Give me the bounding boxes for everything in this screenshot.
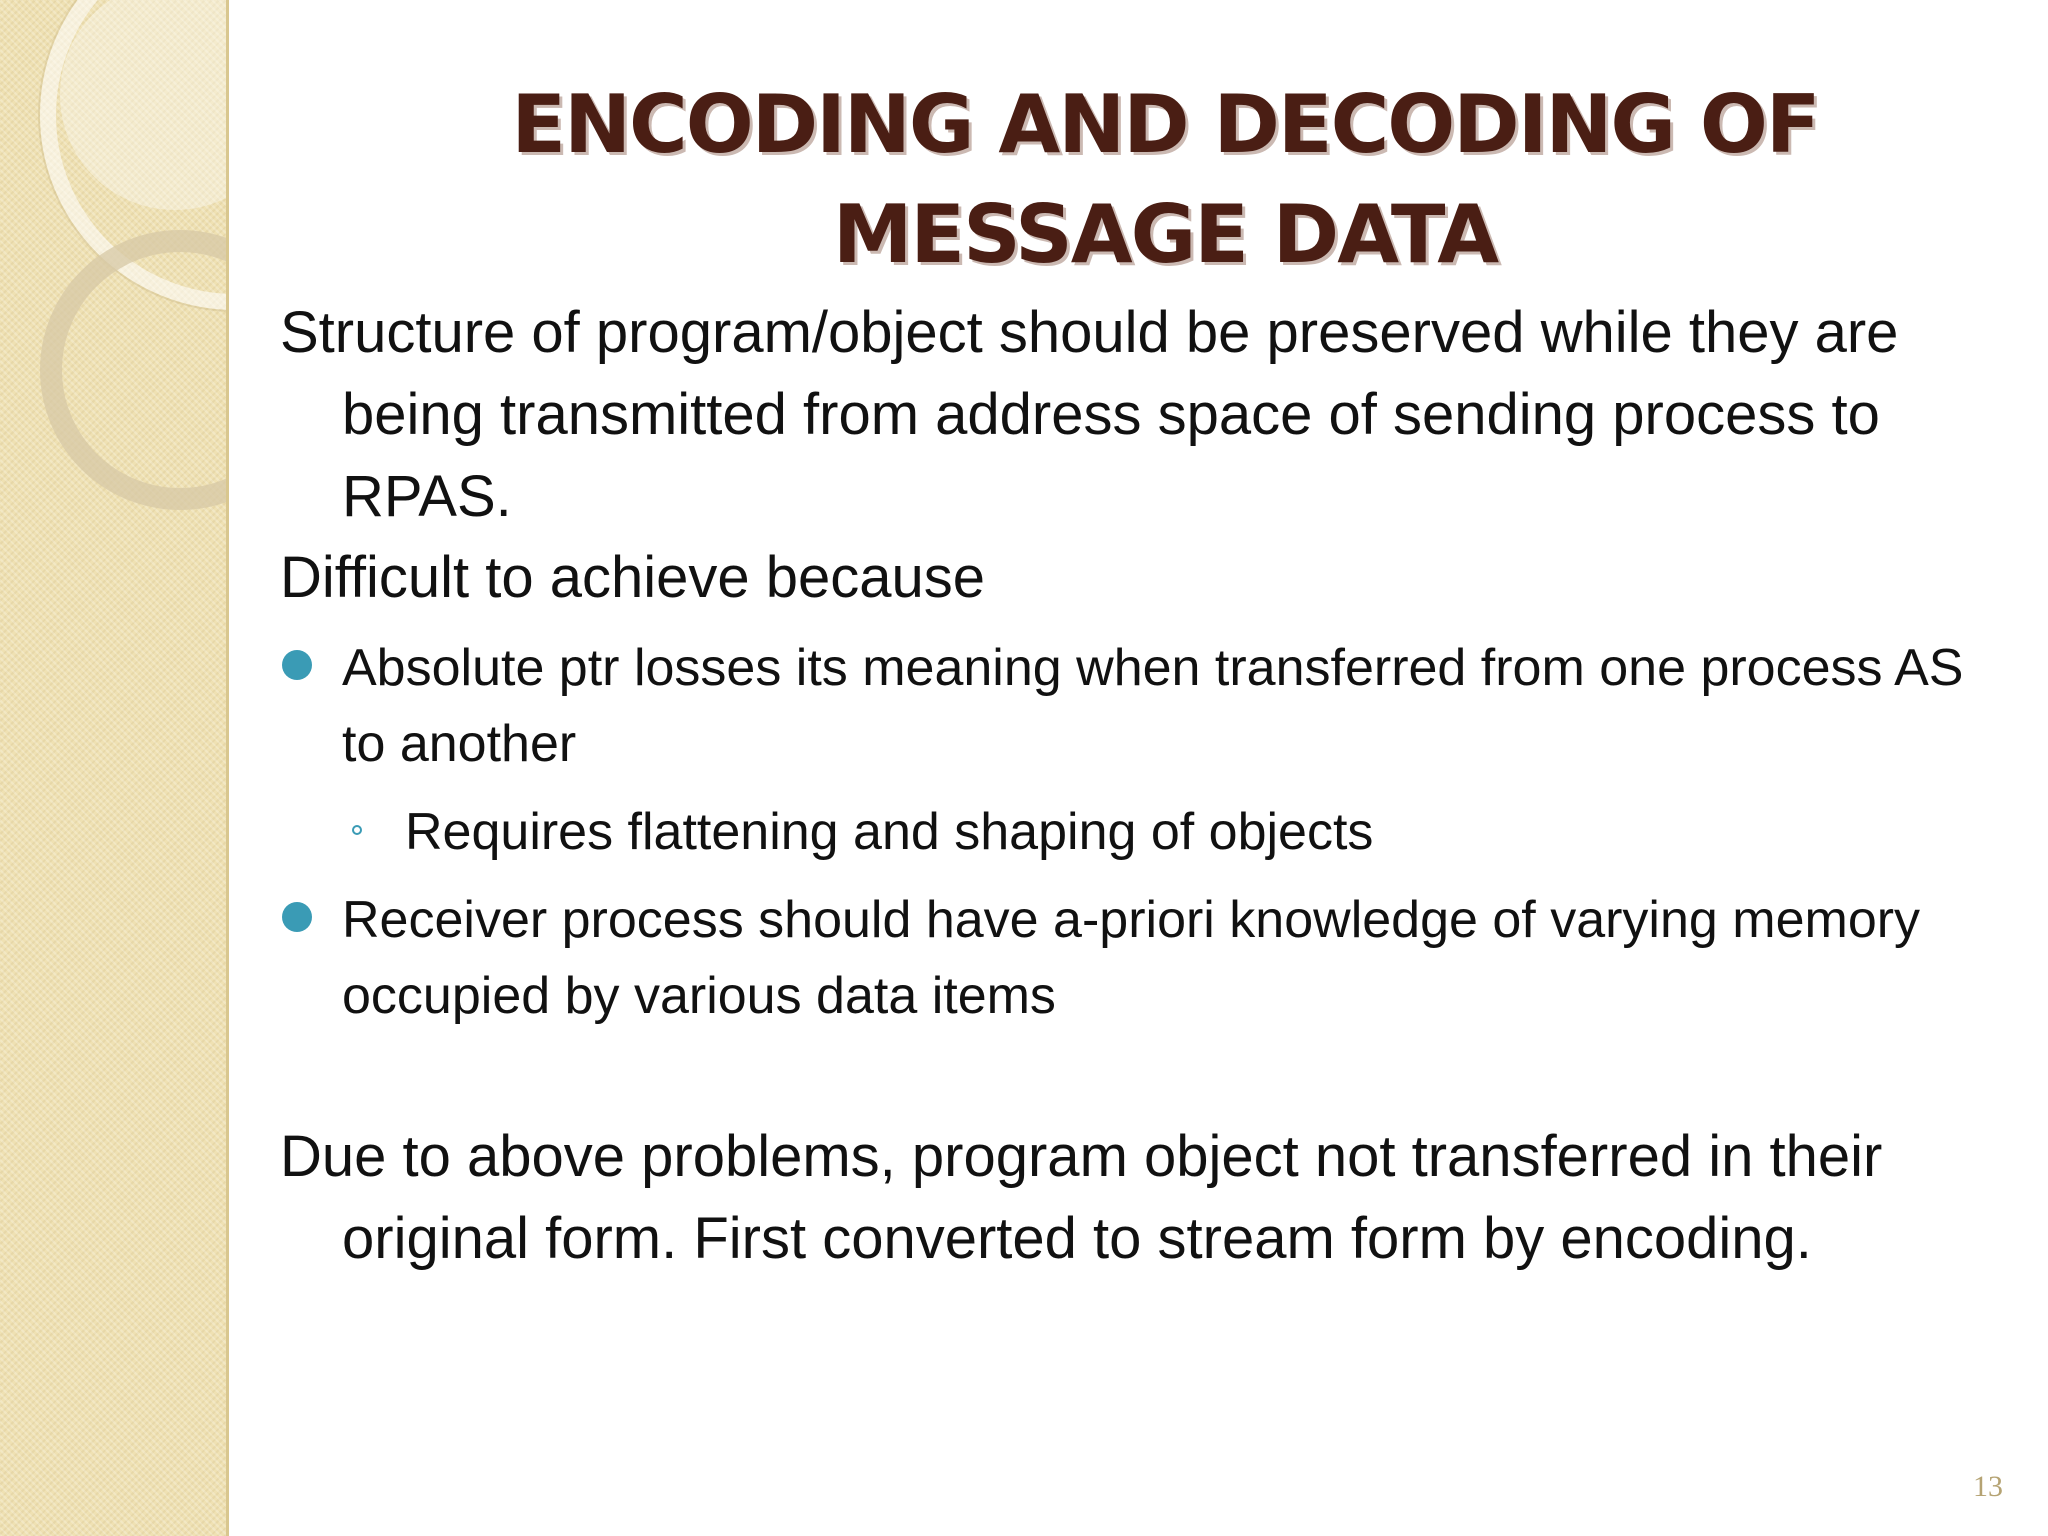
paragraph-structure: Structure of program/object should be preserved while they are being transmitted from address space of sending process to RPAS. (280, 300, 1899, 529)
bullet-item (280, 630, 1980, 782)
paragraph-difficult-lead: Difficult to achieve because (280, 545, 986, 610)
page-number: 13 (1973, 1470, 2003, 1503)
decorative-side-band (0, 0, 226, 1536)
bullet-text: Receiver process should have a-priori knowledge of varying memory occupied by various data items (342, 891, 1921, 1025)
side-band-edge (226, 0, 229, 1536)
bullet-dot-icon (282, 902, 312, 932)
title-line-1: ENCODING AND DECODING OF (511, 78, 1819, 171)
title-line-2: MESSAGE DATA (832, 188, 1498, 281)
slide-title (400, 70, 1930, 290)
bullet-item (280, 882, 1980, 1034)
sub-bullet-text: Requires flattening and shaping of objects (405, 803, 1374, 861)
decorative-ring (40, 230, 226, 510)
bullet-text: Absolute ptr losses its meaning when transferred from one process AS to another (342, 639, 1964, 773)
sub-bullet-item (280, 794, 1980, 870)
paragraph-encoding: Due to above problems, program object not transferred in their original form. First converted to stream form by encoding. (280, 1124, 1883, 1271)
slide-body (280, 292, 1980, 1280)
bullet-dot-icon (282, 650, 312, 680)
sub-bullet-circle-icon (352, 825, 362, 835)
